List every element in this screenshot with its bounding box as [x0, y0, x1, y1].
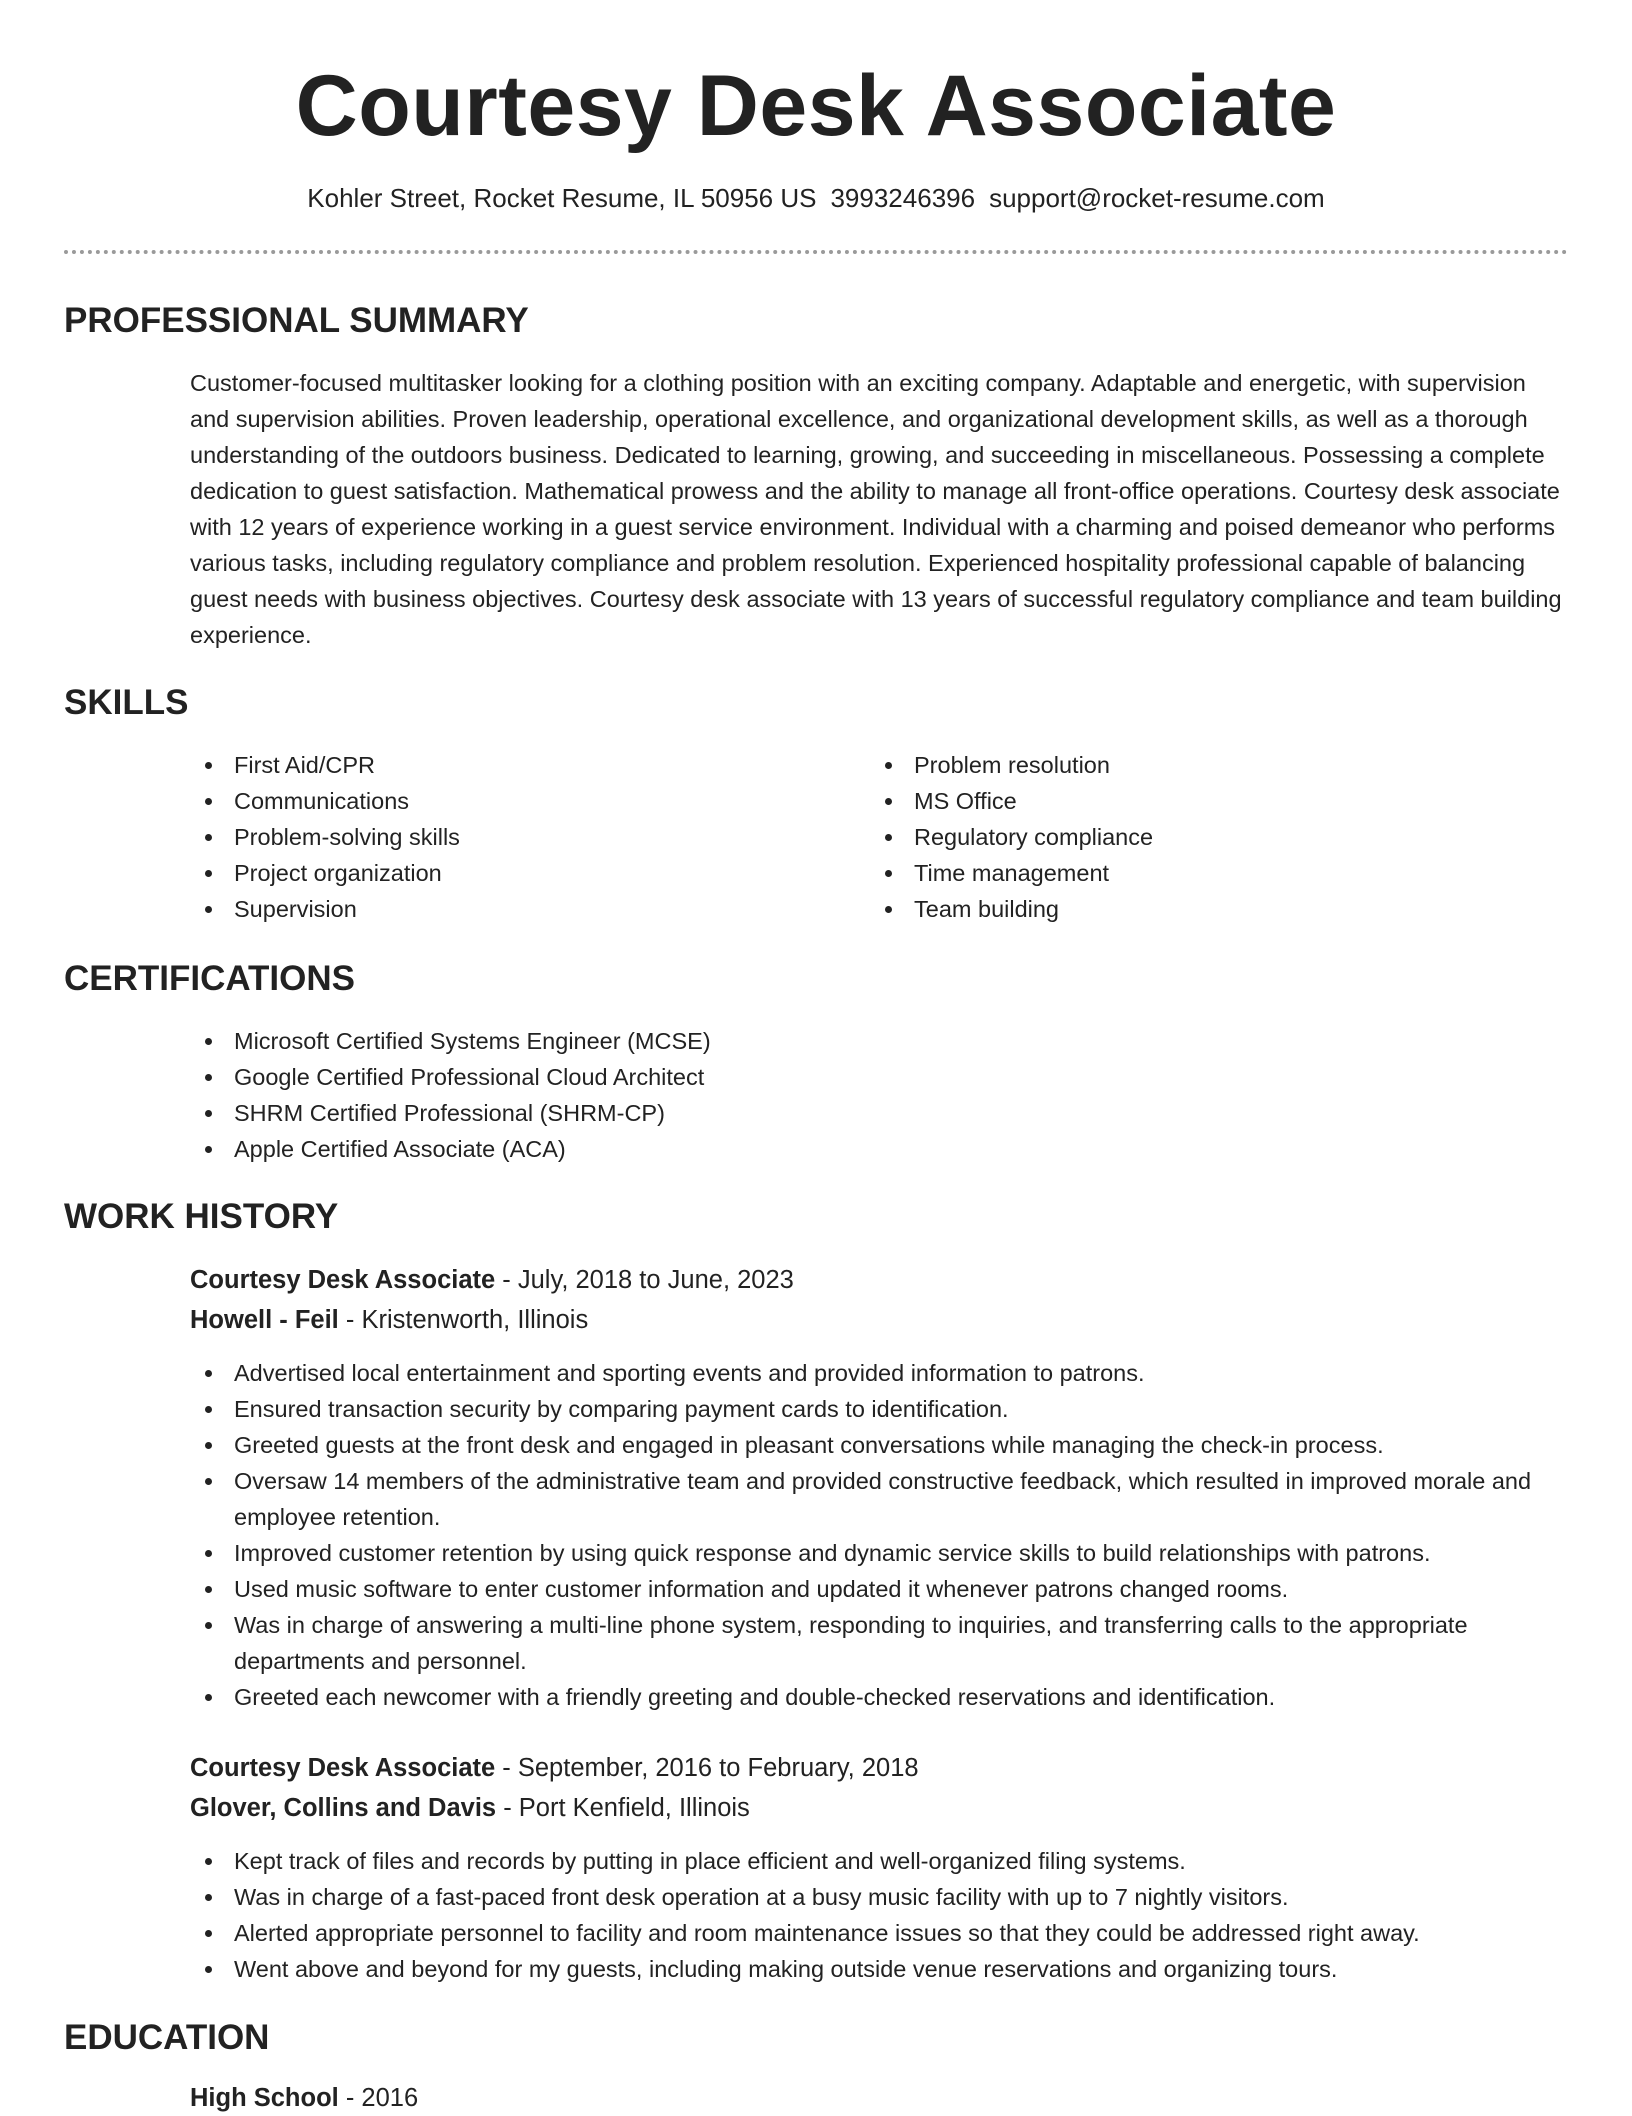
list-item: First Aid/CPR — [190, 747, 830, 783]
job-title-line — [190, 1262, 794, 1298]
contact-email: support@rocket-resume.com — [989, 183, 1325, 213]
list-item: Advertised local entertainment and sporting events and provided information to patrons. — [190, 1355, 1570, 1391]
job-company: Howell - Feil — [190, 1306, 339, 1334]
list-item: Team building — [870, 891, 1510, 927]
job-location: - Port Kenfield, Illinois — [496, 1794, 750, 1822]
education-degree: High School — [190, 2084, 339, 2112]
work-history-heading: WORK HISTORY — [64, 1197, 339, 1236]
list-item: Supervision — [190, 891, 830, 927]
education-heading: EDUCATION — [64, 2018, 270, 2057]
list-item: Improved customer retention by using quick response and dynamic service skills to build relationships with patrons. — [190, 1535, 1570, 1571]
skills-list-right — [870, 747, 1510, 927]
list-item: Google Certified Professional Cloud Architect — [190, 1059, 1570, 1095]
summary-text: Customer-focused multitasker looking for a clothing position with an exciting company. Adaptable and energetic, with supervision and supervision abilities. Proven leadership, operational excellence, and organizational development skills, as well as a thorough understanding of the outdoors business. Dedicated to learning, growing, and succeeding in miscellaneous. Possessing a complete dedication to guest satisfaction. Mathematical prowess and the ability to manage all front-office operations. Courtesy desk associate with 12 years of experience working in a guest service environment. Individual with a charming and poised demeanor who performs various tasks, including regulatory compliance and problem resolution. Experienced hospitality professional capable of balancing guest needs with business objectives. Courtesy desk associate with 13 years of successful regulatory compliance and team building experience. — [190, 370, 1562, 648]
job-bullets — [190, 1843, 1570, 1987]
skills-heading: SKILLS — [64, 683, 189, 722]
list-item: Used music software to enter customer information and updated it whenever patrons changed rooms. — [190, 1571, 1570, 1607]
list-item: Greeted guests at the front desk and engaged in pleasant conversations while managing the check-in process. — [190, 1427, 1570, 1463]
job-dates: - July, 2018 to June, 2023 — [495, 1266, 794, 1294]
education-year: - 2016 — [338, 2084, 419, 2112]
education-line — [190, 2080, 418, 2116]
list-item: Apple Certified Associate (ACA) — [190, 1131, 1570, 1167]
job-bullets — [190, 1355, 1570, 1715]
list-item: SHRM Certified Professional (SHRM-CP) — [190, 1095, 1570, 1131]
list-item: Project organization — [190, 855, 830, 891]
list-item: Time management — [870, 855, 1510, 891]
skills-list-left — [190, 747, 830, 927]
job-dates: - September, 2016 to February, 2018 — [495, 1754, 919, 1782]
list-item: Problem resolution — [870, 747, 1510, 783]
contact-address: Kohler Street, Rocket Resume, IL 50956 US — [307, 183, 817, 213]
list-item: Alerted appropriate personnel to facility and room maintenance issues so that they could be addressed right away. — [190, 1915, 1570, 1951]
list-item: Problem-solving skills — [190, 819, 830, 855]
list-item: Microsoft Certified Systems Engineer (MCSE) — [190, 1023, 1570, 1059]
list-item: Greeted each newcomer with a friendly greeting and double-checked reservations and identification. — [190, 1679, 1570, 1715]
job-role: Courtesy Desk Associate — [190, 1754, 496, 1782]
list-item: Went above and beyond for my guests, including making outside venue reservations and organizing tours. — [190, 1951, 1570, 1987]
job-location: - Kristenworth, Illinois — [338, 1306, 589, 1334]
job-role: Courtesy Desk Associate — [190, 1266, 496, 1294]
resume-name-title: Courtesy Desk Associate — [295, 58, 1337, 154]
job-company: Glover, Collins and Davis — [190, 1794, 497, 1822]
list-item: Ensured transaction security by comparing payment cards to identification. — [190, 1391, 1570, 1427]
list-item: Communications — [190, 783, 830, 819]
job-company-line — [190, 1790, 750, 1826]
list-item: Regulatory compliance — [870, 819, 1510, 855]
job-title-line — [190, 1750, 919, 1786]
list-item: MS Office — [870, 783, 1510, 819]
list-item: Was in charge of answering a multi-line phone system, responding to inquiries, and transferring calls to the appropriate departments and personnel. — [190, 1607, 1570, 1679]
summary-heading: PROFESSIONAL SUMMARY — [64, 301, 529, 340]
header-divider — [64, 250, 1568, 254]
certifications-list — [190, 1023, 1570, 1167]
list-item: Was in charge of a fast-paced front desk operation at a busy music facility with up to 7 nightly visitors. — [190, 1879, 1570, 1915]
list-item: Kept track of files and records by putting in place efficient and well-organized filing systems. — [190, 1843, 1570, 1879]
job-company-line — [190, 1302, 588, 1338]
certifications-heading: CERTIFICATIONS — [64, 959, 356, 998]
contact-phone: 3993246396 — [830, 183, 976, 213]
list-item: Oversaw 14 members of the administrative team and provided constructive feedback, which resulted in improved morale and employee retention. — [190, 1463, 1570, 1535]
contact-line — [0, 180, 1632, 216]
